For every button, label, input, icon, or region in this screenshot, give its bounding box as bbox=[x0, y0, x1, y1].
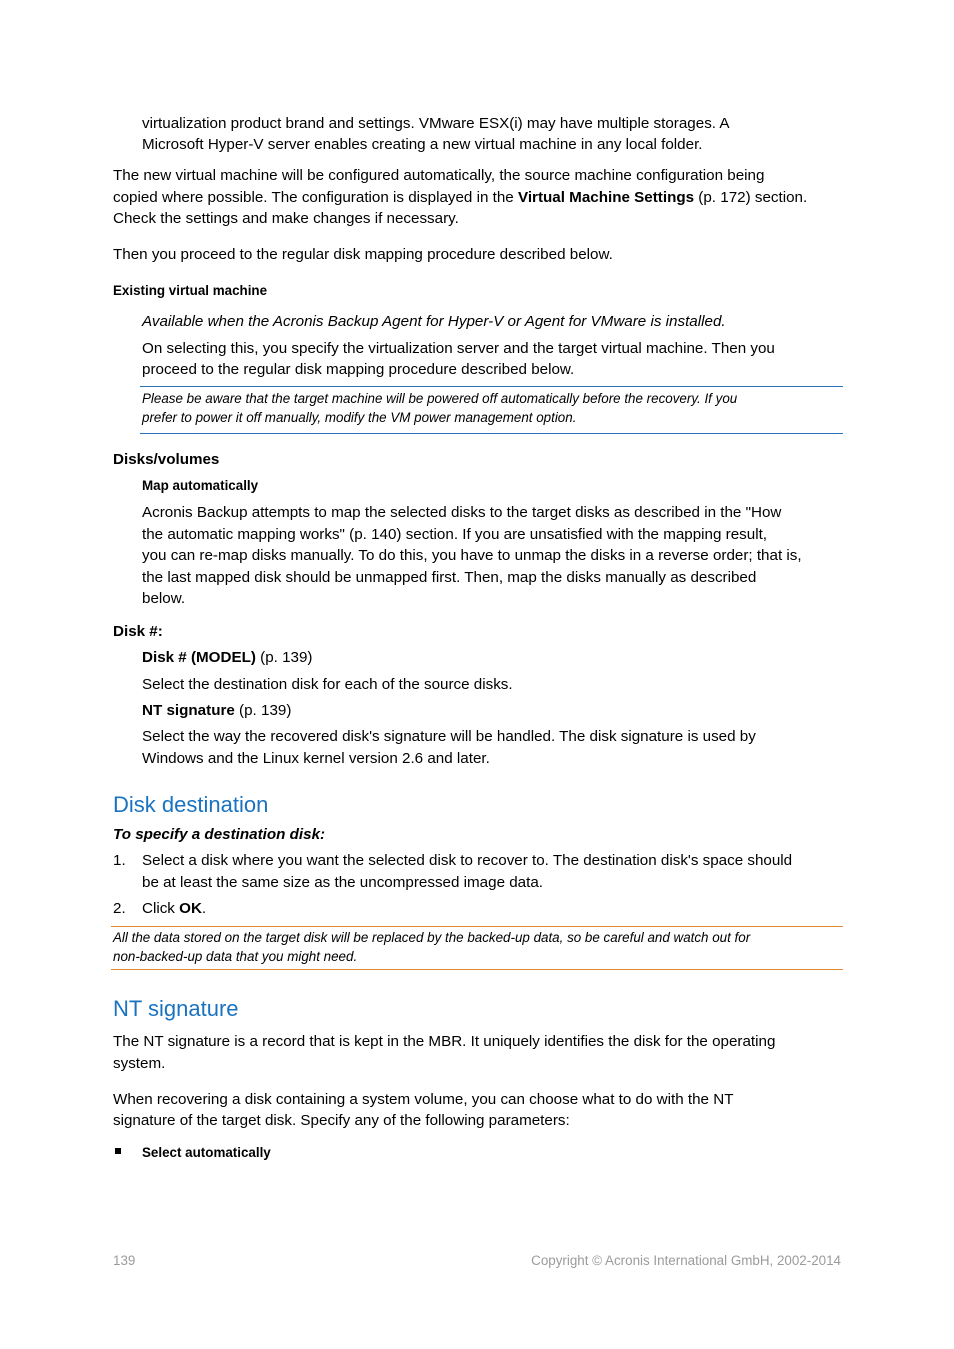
square-bullet-icon bbox=[115, 1148, 121, 1154]
body-text: Then you proceed to the regular disk mapping procedure described below. bbox=[113, 246, 613, 263]
body-text: the last mapped disk should be unmapped first. Then, map the disks manually as described bbox=[142, 569, 757, 586]
procedure-heading: To specify a destination disk: bbox=[113, 826, 326, 843]
body-text-run: copied where possible. The configuration is displayed in the bbox=[113, 189, 518, 206]
availability-note: Available when the Acronis Backup Agent for Hyper-V or Agent for VMware is installed. bbox=[142, 313, 726, 330]
nt-signature-line bbox=[142, 700, 291, 722]
body-text: the automatic mapping works" (p. 140) section. If you are unsatisfied with the mapping result, bbox=[142, 526, 768, 543]
warning-text: non-backed-up data that you might need. bbox=[113, 949, 358, 964]
disk-model-label: Disk # (MODEL) bbox=[142, 649, 256, 666]
warning-divider-top bbox=[111, 926, 843, 927]
step-number: 2. bbox=[113, 900, 126, 917]
warning-text: All the data stored on the target disk will be replaced by the backed-up data, so be careful and watch out for bbox=[113, 930, 751, 945]
body-text: Select the way the recovered disk's signature will be handled. The disk signature is used by bbox=[142, 728, 756, 745]
step-text bbox=[142, 898, 206, 920]
body-text bbox=[113, 187, 807, 209]
body-text: The new virtual machine will be configured automatically, the source machine configuration being bbox=[113, 167, 765, 184]
body-text: proceed to the regular disk mapping procedure described below. bbox=[142, 361, 575, 378]
nt-signature-label: NT signature bbox=[142, 702, 235, 719]
body-text: Microsoft Hyper-V server enables creating a new virtual machine in any local folder. bbox=[142, 136, 703, 153]
body-text: Acronis Backup attempts to map the selected disks to the target disks as described in the "How bbox=[142, 504, 782, 521]
note-text: prefer to power it off manually, modify the VM power management option. bbox=[142, 410, 577, 425]
subheading: Disks/volumes bbox=[113, 451, 220, 468]
body-text: Check the settings and make changes if necessary. bbox=[113, 210, 459, 227]
body-text: below. bbox=[142, 590, 186, 607]
body-text: system. bbox=[113, 1055, 166, 1072]
page-reference: (p. 139) bbox=[234, 702, 292, 719]
page-reference: (p. 172) section. bbox=[694, 189, 808, 206]
note-divider-bottom bbox=[140, 433, 843, 434]
body-text: The NT signature is a record that is kept in the MBR. It uniquely identifies the disk for the operating bbox=[113, 1033, 776, 1050]
copyright-notice: Copyright © Acronis International GmbH, 2002-2014 bbox=[531, 1253, 841, 1268]
body-text: signature of the target disk. Specify any of the following parameters: bbox=[113, 1112, 570, 1129]
warning-divider-bottom bbox=[111, 969, 843, 970]
step-number: 1. bbox=[113, 852, 126, 869]
vm-settings-link-label: Virtual Machine Settings bbox=[517, 189, 695, 206]
page-reference: (p. 139) bbox=[255, 649, 313, 666]
body-text: virtualization product brand and settings. VMware ESX(i) may have multiple storages. A bbox=[142, 115, 730, 132]
body-text: When recovering a disk containing a system volume, you can choose what to do with the NT bbox=[113, 1091, 734, 1108]
page-number: 139 bbox=[113, 1253, 136, 1268]
body-text: Windows and the Linux kernel version 2.6 and later. bbox=[142, 750, 490, 767]
body-text: you can re-map disks manually. To do this, you have to unmap the disks in a reverse order; that is, bbox=[142, 547, 802, 564]
body-text: On selecting this, you specify the virtualization server and the target virtual machine. Then you bbox=[142, 340, 775, 357]
step-text: Select a disk where you want the selected disk to recover to. The destination disk's space should bbox=[142, 852, 793, 869]
subheading: Existing virtual machine bbox=[113, 283, 268, 298]
step-text-run: . bbox=[201, 900, 207, 917]
section-title-nt-signature: NT signature bbox=[113, 996, 239, 1021]
list-item: Select automatically bbox=[142, 1145, 271, 1160]
subheading: Map automatically bbox=[142, 478, 259, 493]
note-text: Please be aware that the target machine will be powered off automatically before the recovery. If you bbox=[142, 391, 738, 406]
body-text: Select the destination disk for each of the source disks. bbox=[142, 676, 513, 693]
disk-model-line bbox=[142, 647, 312, 669]
step-text-run: Click bbox=[142, 900, 180, 917]
note-divider-top bbox=[140, 386, 843, 387]
ok-label: OK bbox=[179, 900, 202, 917]
section-title-disk-destination: Disk destination bbox=[113, 792, 269, 817]
step-text: be at least the same size as the uncompressed image data. bbox=[142, 874, 544, 891]
subheading: Disk #: bbox=[113, 623, 163, 640]
